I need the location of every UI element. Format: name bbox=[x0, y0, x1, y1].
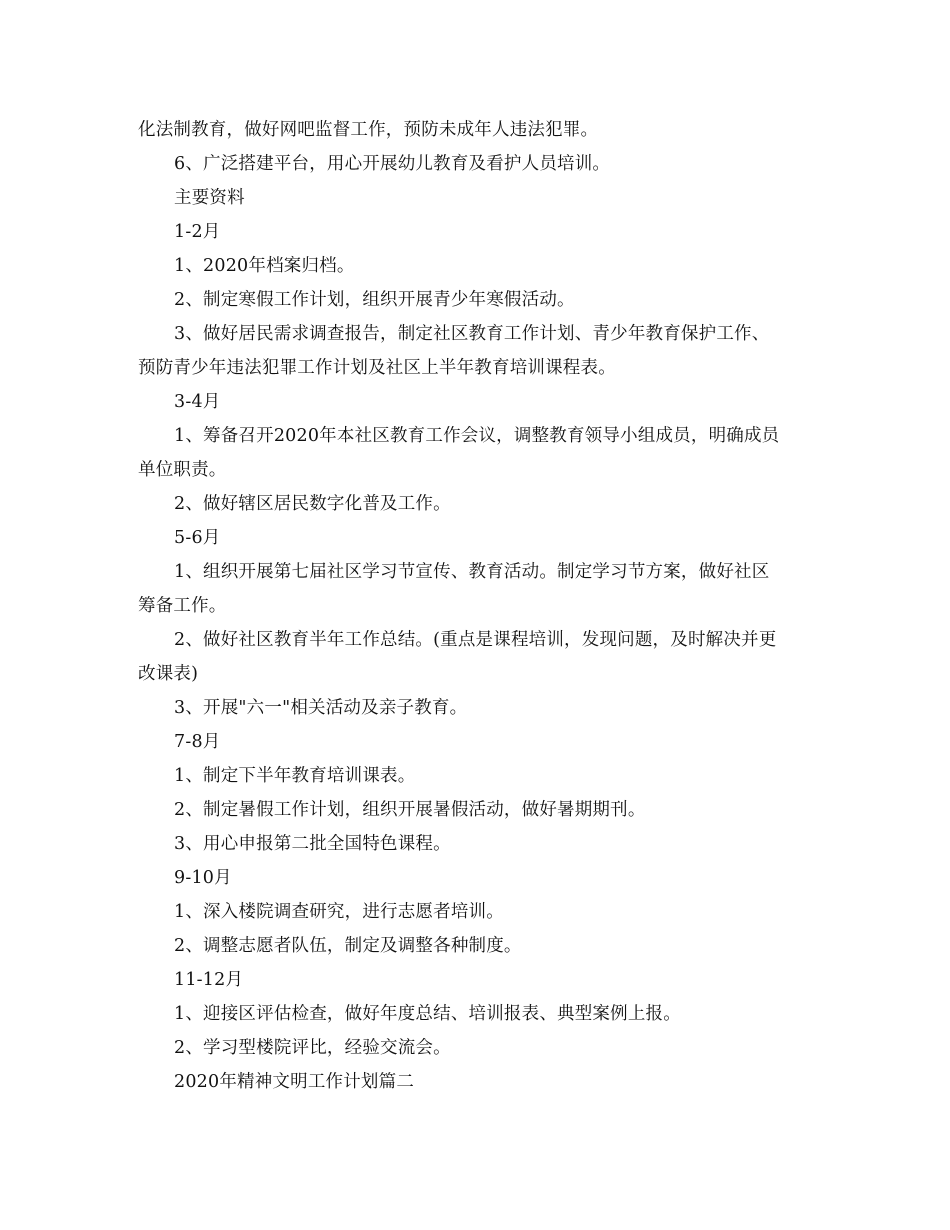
text-line: 2、做好社区教育半年工作总结。(重点是课程培训，发现问题，及时解决并更 bbox=[174, 630, 777, 650]
text-line: 1、深入楼院调查研究，进行志愿者培训。 bbox=[174, 902, 504, 922]
text-line: 7-8月 bbox=[174, 732, 221, 752]
text-line: 1、制定下半年教育培训课表。 bbox=[174, 766, 416, 786]
text-line: 1、组织开展第七届社区学习节宣传、教育活动。制定学习节方案，做好社区 bbox=[174, 562, 770, 582]
text-line: 单位职责。 bbox=[138, 460, 227, 480]
text-line: 3、开展"六一"相关活动及亲子教育。 bbox=[174, 698, 468, 718]
text-line: 3-4月 bbox=[174, 392, 221, 412]
text-line: 9-10月 bbox=[174, 868, 232, 888]
text-line: 2、做好辖区居民数字化普及工作。 bbox=[174, 494, 451, 514]
text-line: 3、用心申报第二批全国特色课程。 bbox=[174, 834, 451, 854]
text-line: 1、筹备召开2020年本社区教育工作会议，调整教育领导小组成员，明确成员 bbox=[174, 426, 780, 446]
text-line: 筹备工作。 bbox=[138, 596, 227, 616]
text-line: 预防青少年违法犯罪工作计划及社区上半年教育培训课程表。 bbox=[138, 358, 616, 378]
text-line: 1、2020年档案归档。 bbox=[174, 256, 355, 276]
text-line: 2、调整志愿者队伍，制定及调整各种制度。 bbox=[174, 936, 522, 956]
text-line: 2、学习型楼院评比，经验交流会。 bbox=[174, 1038, 451, 1058]
text-line: 11-12月 bbox=[174, 970, 244, 990]
text-line: 2020年精神文明工作计划篇二 bbox=[174, 1072, 415, 1092]
text-line: 3、做好居民需求调查报告，制定社区教育工作计划、青少年教育保护工作、 bbox=[174, 324, 770, 344]
document-body bbox=[138, 113, 818, 1099]
text-line: 2、制定寒假工作计划，组织开展青少年寒假活动。 bbox=[174, 290, 575, 310]
text-line: 改课表) bbox=[138, 664, 199, 684]
text-line: 1-2月 bbox=[174, 222, 221, 242]
text-line: 1、迎接区评估检查，做好年度总结、培训报表、典型案例上报。 bbox=[174, 1004, 681, 1024]
text-line: 主要资料 bbox=[174, 188, 245, 208]
text-line: 5-6月 bbox=[174, 528, 221, 548]
text-line: 2、制定暑假工作计划，组织开展暑假活动，做好暑期期刊。 bbox=[174, 800, 646, 820]
text-line: 化法制教育，做好网吧监督工作，预防未成年人违法犯罪。 bbox=[138, 120, 599, 140]
text-line: 6、广泛搭建平台，用心开展幼儿教育及看护人员培训。 bbox=[174, 154, 611, 174]
